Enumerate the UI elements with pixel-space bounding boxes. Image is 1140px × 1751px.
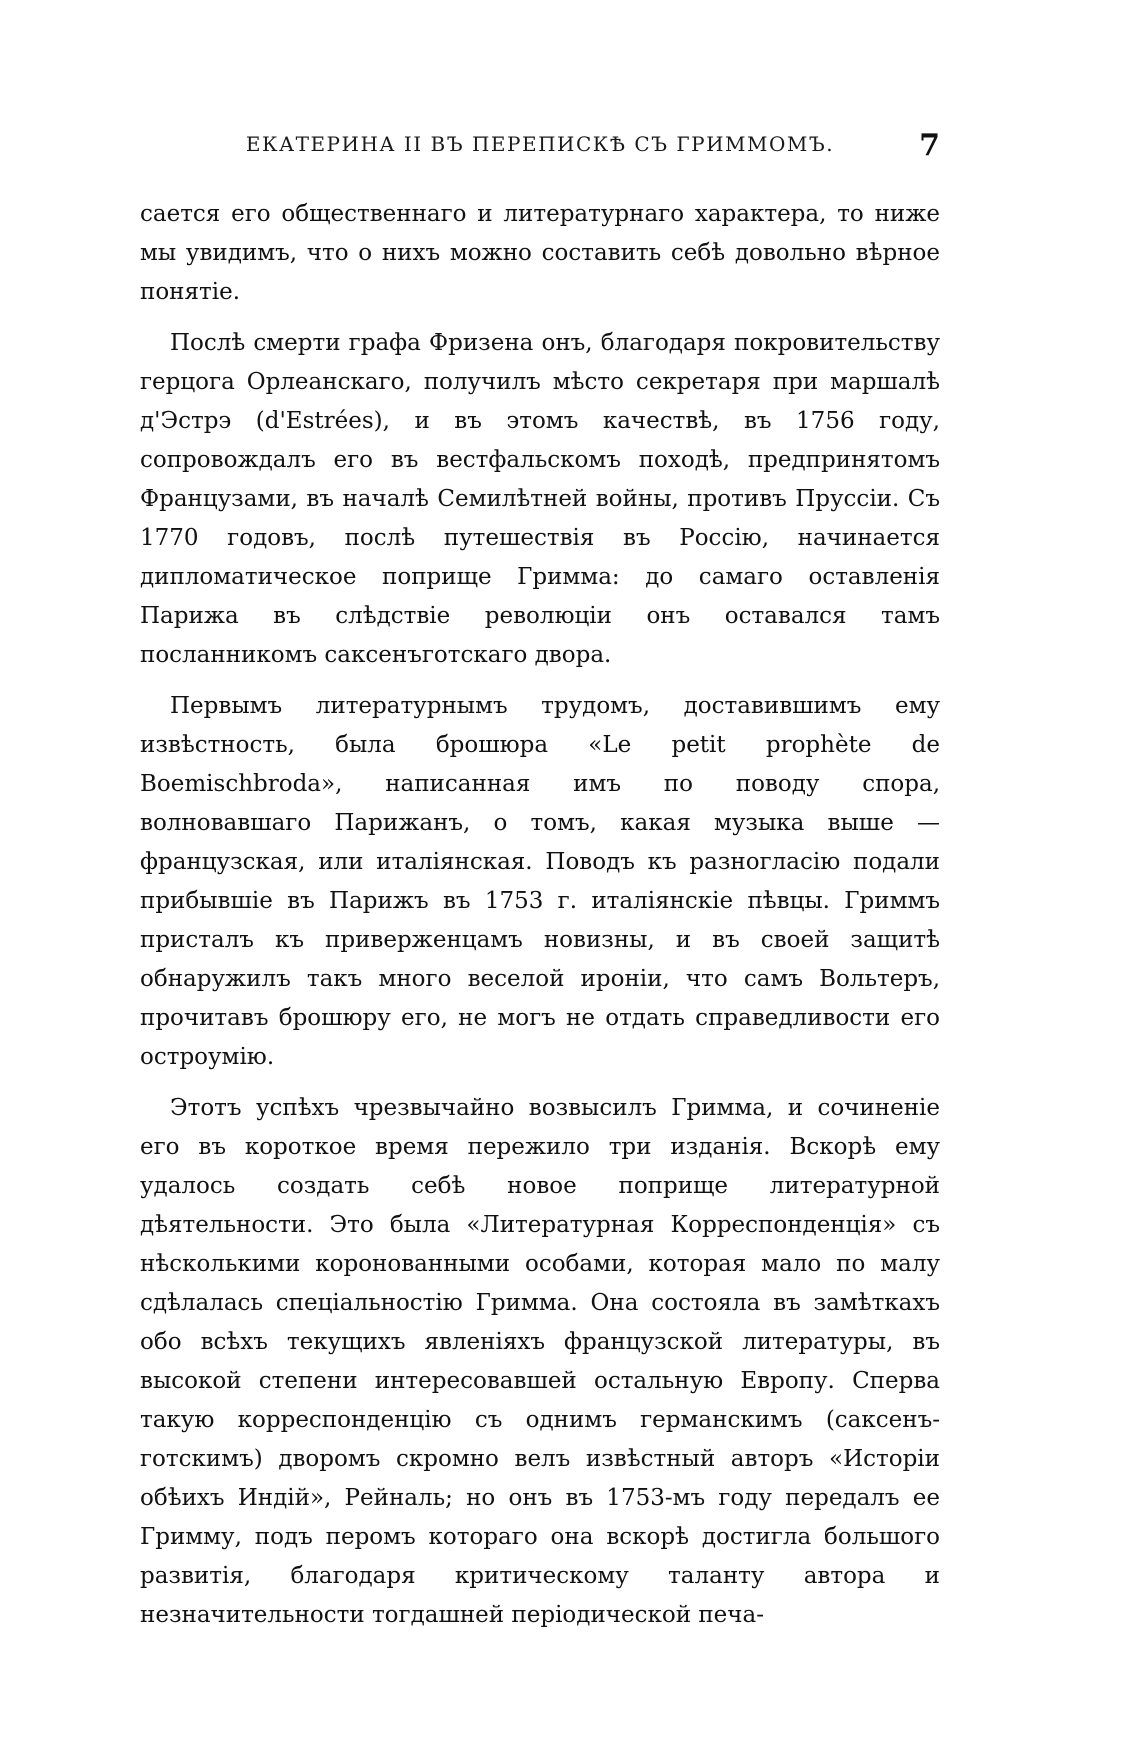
running-title: ЕКАТЕРИНА II ВЪ ПЕРЕПИСКѢ СЪ ГРИММОМЪ. bbox=[245, 132, 835, 156]
paragraph-continued: сается его общественнаго и литературнаго характера, то ниже мы увидимъ, что о нихъ можно составить себѣ довольно вѣрное понятіе. bbox=[140, 201, 940, 305]
page-number: 7 bbox=[919, 128, 940, 163]
running-head bbox=[140, 128, 940, 168]
paragraph-correspondence: Этотъ успѣхъ чрезвычайно возвысилъ Гримма, и сочиненіе его въ короткое время пережило три изданія. Вскорѣ ему удалось создать себѣ новое поприще литературной дѣятельности. Это была «Литературная Корреспонденція» съ нѣсколькими коронованными особами, которая мало по малу сдѣлалась спеціальностію Гримма. Она состояла въ замѣткахъ обо всѣхъ текущихъ явленіяхъ французской литературы, въ высокой степени интересовавшей остальную Европу. Сперва такую корреспонденцію съ однимъ германскимъ (саксенъ-готскимъ) дворомъ скромно велъ извѣстный авторъ «Исторіи обѣихъ Индій», Рейналь; но онъ въ 1753-мъ году передалъ ее Гримму, подъ перомъ котораго она вскорѣ достигла большого развитія, благодаря критическому таланту автора и незначительности тогдашней періодической печа- bbox=[140, 1095, 940, 1628]
paragraph-first-work: Первымъ литературнымъ трудомъ, доставившимъ ему извѣстность, была брошюра «Le petit prophète de Boemischbroda», написанная имъ по поводу спора, волновавшаго Парижанъ, о томъ, какая музыка выше — французская, или италіянская. Поводъ къ разногласію подали прибывшіе въ Парижъ въ 1753 г. италіянскіе пѣвцы. Гриммъ присталъ къ приверженцамъ новизны, и въ своей защитѣ обнаружилъ такъ много веселой ироніи, что самъ Вольтеръ, прочитавъ брошюру его, не могъ не отдать справедливости его остроумію. bbox=[140, 693, 940, 1070]
paragraph-frizen: Послѣ смерти графа Фризена онъ, благодаря покровительству герцога Орлеанскаго, получилъ мѣсто секретаря при маршалѣ д'Эстрэ (d'Estrées), и въ этомъ качествѣ, въ 1756 году, сопровождалъ его въ вестфальскомъ походѣ, предпринятомъ Французами, въ началѣ Семилѣтней войны, противъ Пруссіи. Съ 1770 годовъ, послѣ путешествія въ Россію, начинается дипломатическое поприще Гримма: до самаго оставленія Парижа въ слѣдствіе революціи онъ оставался тамъ посланникомъ саксенъготскаго двора. bbox=[140, 330, 940, 668]
body-text bbox=[140, 195, 940, 1647]
